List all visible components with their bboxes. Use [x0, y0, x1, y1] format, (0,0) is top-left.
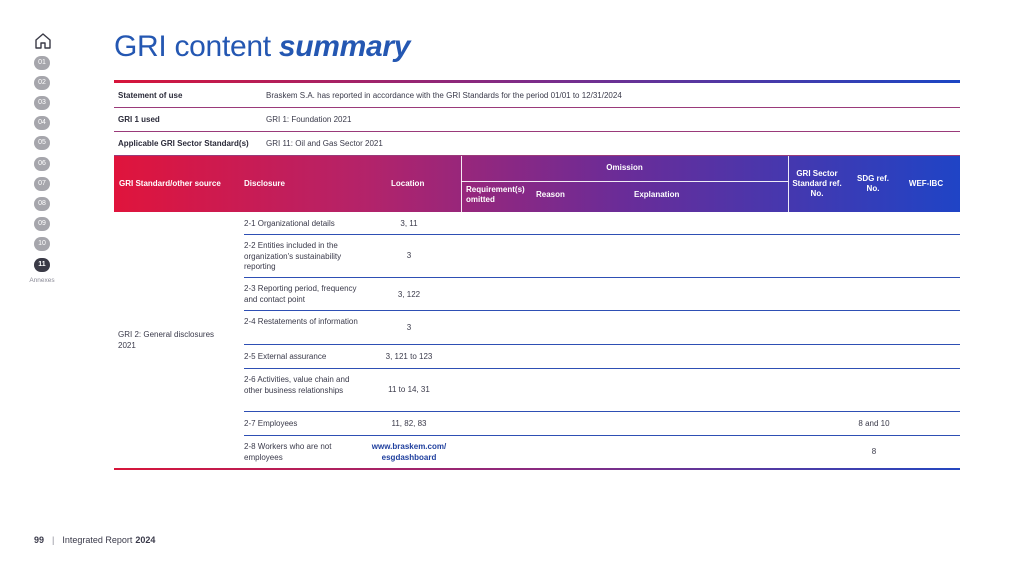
table-row — [244, 311, 960, 345]
header-explanation: Explanation — [634, 190, 680, 199]
table-row — [244, 235, 960, 278]
header-location: Location — [391, 179, 425, 188]
header-standard: GRI Standard/other source — [119, 179, 221, 188]
info-key: Statement of use — [118, 91, 183, 100]
group-label: GRI 2: General disclosures 2021 — [118, 330, 215, 350]
table-row — [244, 212, 960, 235]
table-row — [244, 412, 960, 436]
nav-item-11[interactable]: 11 — [34, 258, 50, 272]
home-icon[interactable] — [34, 32, 52, 50]
cell-disclosure: 2-3 Reporting period, frequency and contact point — [244, 284, 357, 304]
table-row — [244, 436, 960, 468]
cell-location: 3, 121 to 123 — [385, 352, 433, 361]
page-title — [114, 30, 410, 64]
header-requirements: Requirement(s) omitted — [466, 185, 525, 204]
header-reason: Reason — [536, 190, 565, 199]
page-number: 99 — [34, 535, 45, 545]
info-row-statement — [114, 84, 960, 108]
footer-separator: | — [52, 535, 55, 545]
table-row — [244, 369, 960, 412]
info-key: GRI 1 used — [118, 115, 160, 124]
table-header — [114, 156, 960, 212]
info-key: Applicable GRI Sector Standard(s) — [118, 139, 249, 148]
cell-disclosure: 2-1 Organizational details — [244, 219, 335, 228]
header-disclosure: Disclosure — [244, 179, 285, 188]
cell-disclosure: 2-7 Employees — [244, 419, 298, 428]
nav-item-08[interactable]: 08 — [34, 197, 50, 211]
header-sdg-ref: SDG ref. No. — [856, 174, 889, 193]
cell-disclosure: 2-6 Activities, value chain and other business relationships — [244, 375, 350, 395]
nav-item-04[interactable]: 04 — [34, 116, 50, 130]
header-divider — [788, 156, 789, 212]
cell-disclosure: 2-8 Workers who are not employees — [244, 442, 332, 462]
info-row-gri1 — [114, 108, 960, 132]
cell-location: 3 — [406, 323, 412, 332]
cell-location: 11, 82, 83 — [391, 419, 427, 428]
cell-location: 11 to 14, 31 — [388, 385, 430, 394]
header-sector-ref: GRI Sector Standard ref. No. — [792, 169, 842, 198]
cell-sdg: 8 — [871, 447, 877, 456]
nav-item-01[interactable]: 01 — [34, 56, 50, 70]
title-emphasis: summary — [278, 30, 411, 63]
info-value: Braskem S.A. has reported in accordance with the GRI Standards for the period 01/01 to 12/31/2024 — [266, 91, 622, 100]
title-rule — [114, 80, 960, 83]
footer — [34, 535, 155, 545]
cell-location: 3, 11 — [400, 219, 418, 228]
cell-disclosure: 2-4 Restatements of information — [244, 317, 358, 326]
cell-location: 3 — [406, 251, 412, 260]
header-omission: Omission — [606, 163, 643, 172]
nav-item-06[interactable]: 06 — [34, 157, 50, 171]
cell-disclosure: 2-5 External assurance — [244, 352, 327, 361]
nav-item-09[interactable]: 09 — [34, 217, 50, 231]
esgdashboard-link[interactable]: www.braskem.com/ esgdashboard — [371, 442, 447, 462]
nav-item-05[interactable]: 05 — [34, 136, 50, 150]
nav-annex-label: Annexes — [29, 277, 55, 284]
table-row — [244, 278, 960, 311]
header-wef: WEF-IBC — [908, 179, 944, 188]
table-row — [244, 345, 960, 369]
cell-sdg: 8 and 10 — [858, 419, 890, 428]
cell-location: 3, 122 — [397, 290, 421, 299]
nav-item-07[interactable]: 07 — [34, 177, 50, 191]
nav-item-02[interactable]: 02 — [34, 76, 50, 90]
report-year: 2024 — [135, 535, 156, 545]
nav-item-03[interactable]: 03 — [34, 96, 50, 110]
info-value: GRI 1: Foundation 2021 — [266, 115, 352, 124]
nav-item-10[interactable]: 10 — [34, 237, 50, 251]
info-row-sector — [114, 132, 960, 156]
table-bottom-rule — [114, 468, 960, 470]
title-main: GRI content — [114, 30, 279, 63]
header-divider — [461, 181, 788, 182]
report-name: Integrated Report — [62, 535, 133, 545]
cell-disclosure: 2-2 Entities included in the organization's sustainability reporting — [244, 241, 342, 271]
info-value: GRI 11: Oil and Gas Sector 2021 — [266, 139, 383, 148]
